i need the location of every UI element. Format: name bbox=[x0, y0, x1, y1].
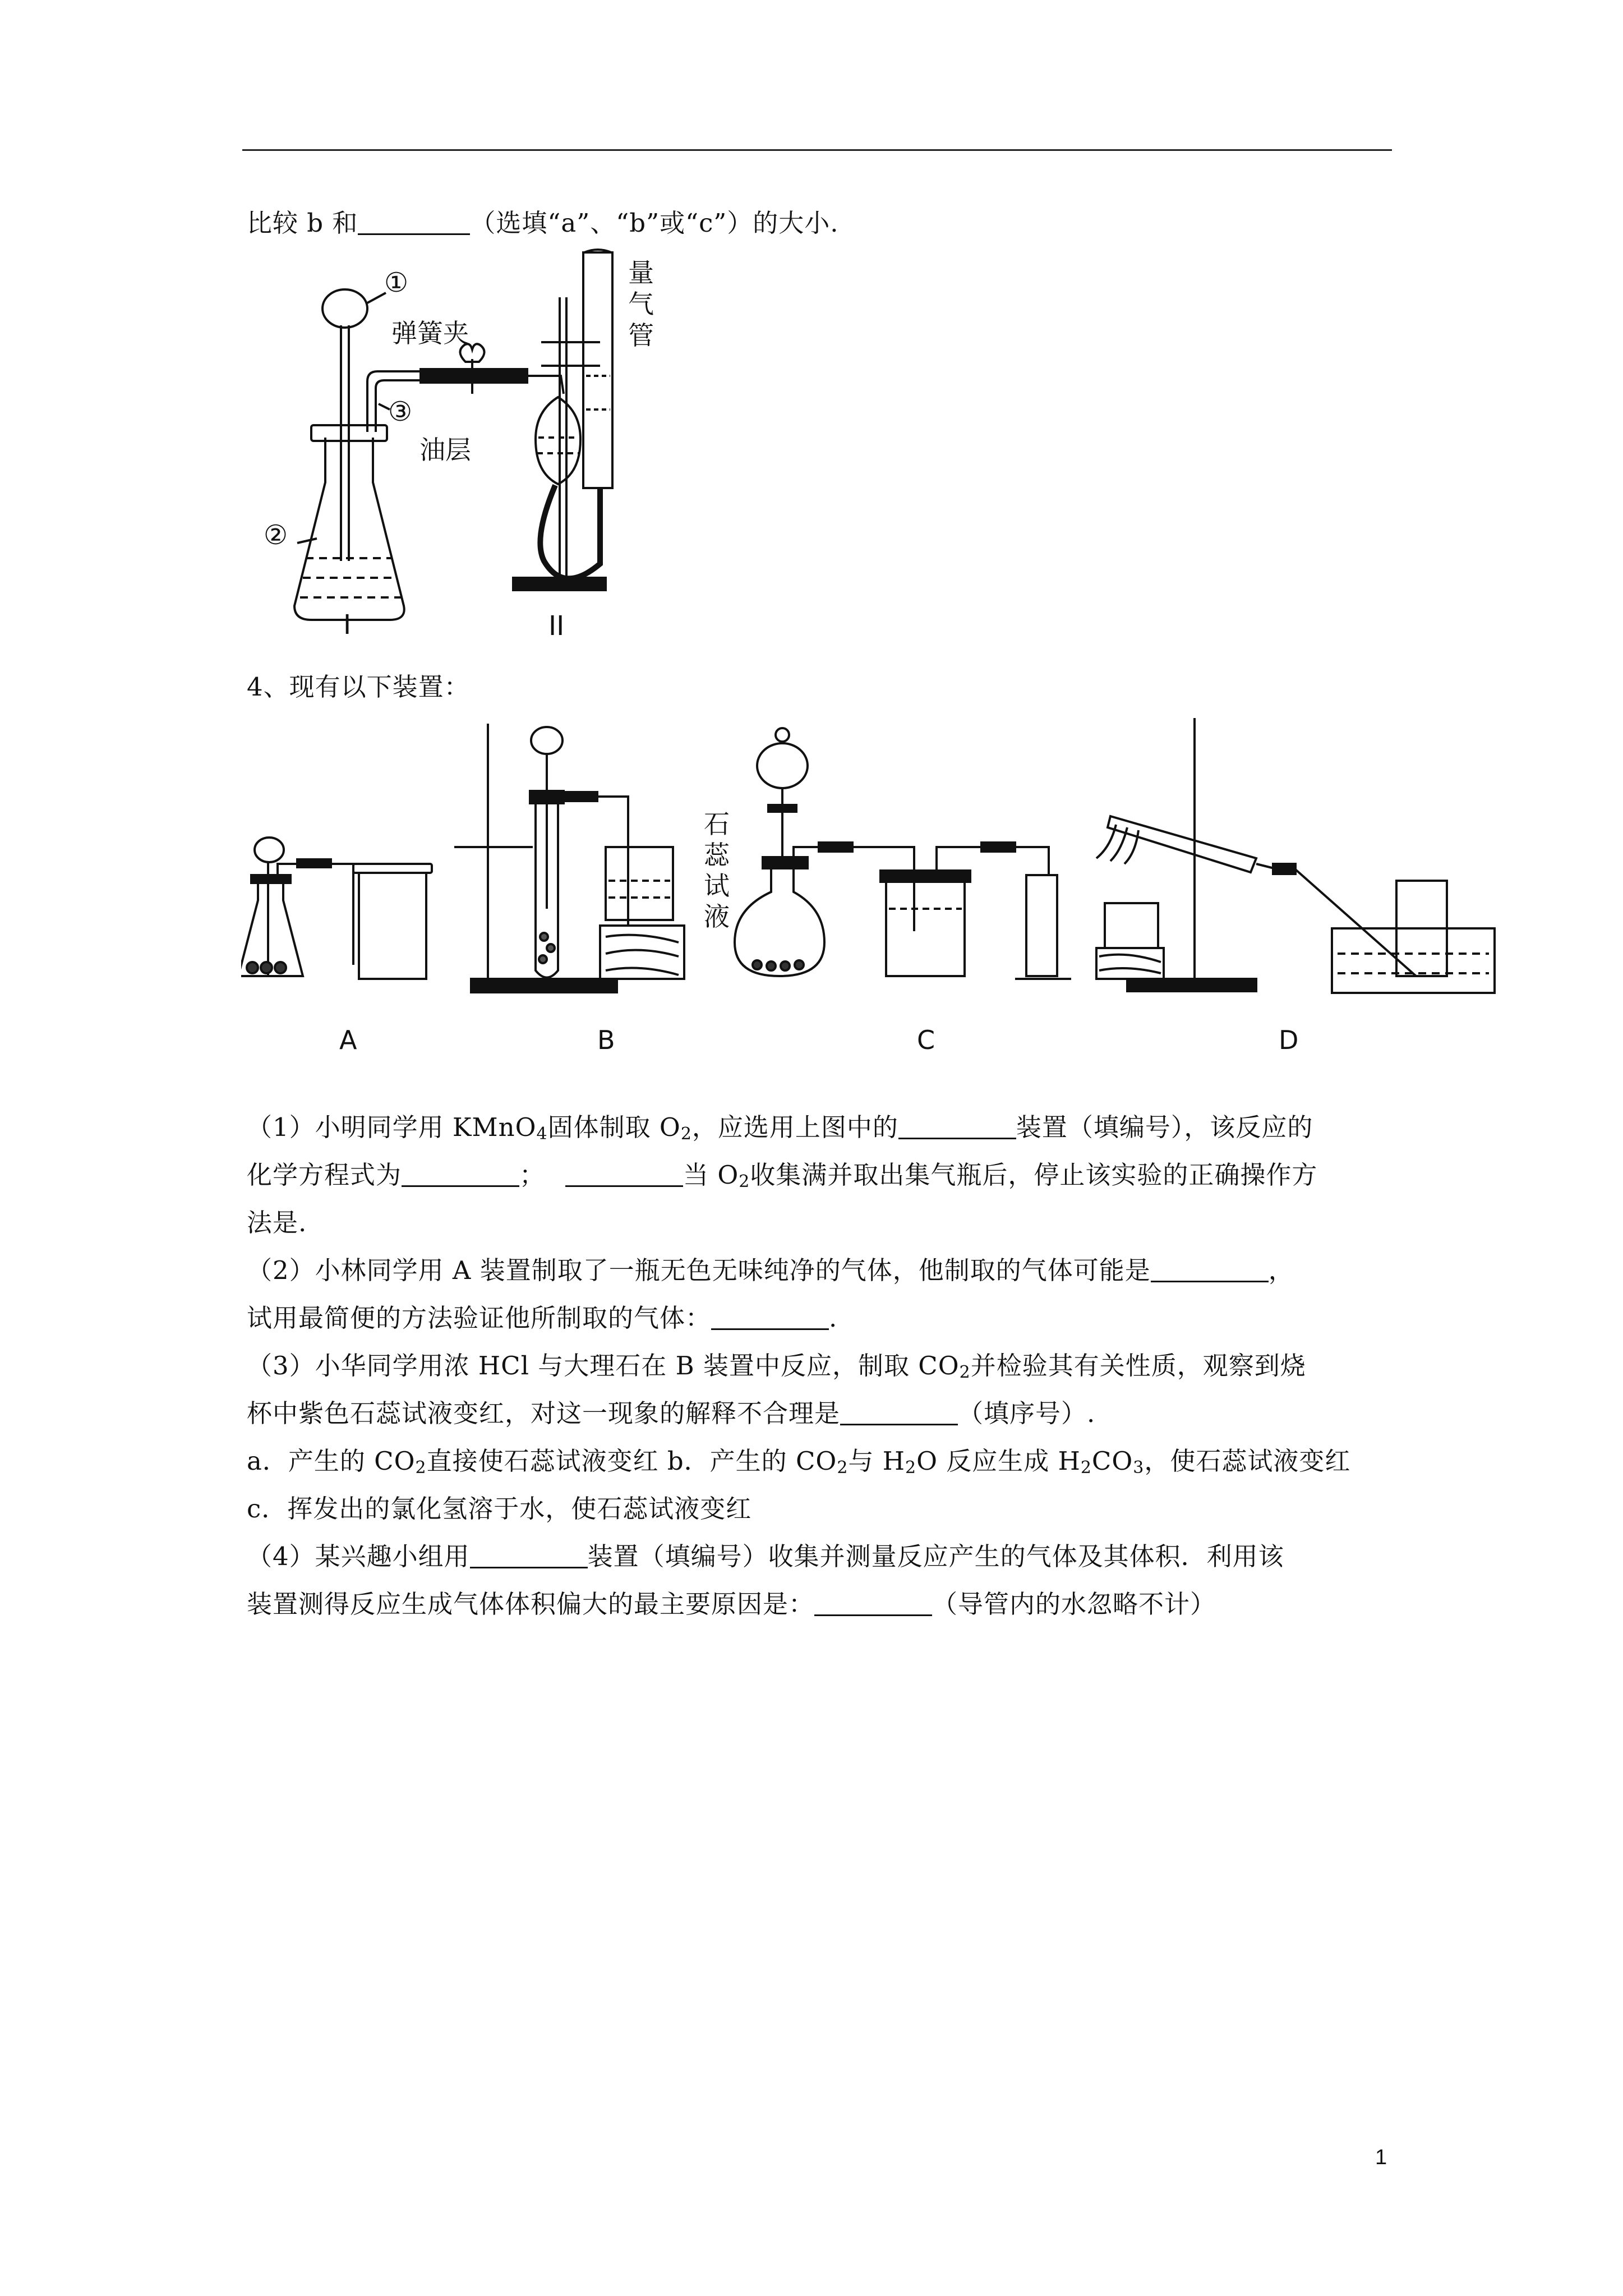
answer-blank[interactable] bbox=[840, 1398, 958, 1425]
text: （3）小华同学用浓 HCl 与大理石在 B 装置中反应，制取 CO bbox=[247, 1351, 960, 1381]
text: 装置测得反应生成气体体积偏大的最主要原因是： bbox=[247, 1589, 815, 1619]
gas-burette-label-2: 气 bbox=[628, 289, 654, 319]
text: （2）小林同学用 A 装置制取了一瓶无色无味纯净的气体，他制取的气体可能是 bbox=[247, 1255, 1151, 1285]
text: （导管内的水忽略不计） bbox=[932, 1589, 1216, 1619]
subscript: 2 bbox=[680, 1124, 692, 1144]
gas-burette-label-1: 量 bbox=[628, 257, 654, 288]
text: ，使石蕊试液变红 bbox=[1144, 1446, 1351, 1476]
answer-blank[interactable] bbox=[358, 208, 470, 235]
spring-clip-label: 弹簧夹 bbox=[391, 318, 469, 348]
q4-p1-line1 bbox=[247, 1111, 1313, 1144]
litmus-label-3: 试 bbox=[704, 871, 730, 901]
text: （填序号）. bbox=[958, 1398, 1096, 1428]
q4-p2-line2 bbox=[247, 1301, 837, 1335]
subscript: 2 bbox=[739, 1172, 750, 1191]
header-rule bbox=[242, 149, 1392, 151]
label-circle-3: ③ bbox=[388, 396, 413, 427]
text: a．产生的 CO bbox=[247, 1446, 416, 1476]
litmus-label-4: 液 bbox=[704, 901, 730, 932]
q3-tail-prefix: 比较 b 和 bbox=[247, 208, 358, 238]
text: ； bbox=[519, 1160, 546, 1190]
answer-blank[interactable] bbox=[565, 1159, 683, 1187]
thistle-funnel-bulb bbox=[322, 289, 367, 328]
q4-p3-line1 bbox=[247, 1349, 1306, 1383]
q4-p3-option-c: c．挥发出的氯化氢溶于水，使石蕊试液变红 bbox=[247, 1494, 752, 1524]
text: 装置（填编号），该反应的 bbox=[1016, 1112, 1313, 1142]
subscript: 2 bbox=[415, 1458, 427, 1478]
apparatus-label-d: D bbox=[1279, 1025, 1299, 1055]
gas-burette-label-3: 管 bbox=[628, 320, 654, 351]
q4-title: 4、现有以下装置： bbox=[247, 672, 470, 702]
text: 直接使石蕊试液变红 b．产生的 CO bbox=[426, 1446, 837, 1476]
text: 杯中紫色石蕊试液变红，对这一现象的解释不合理是 bbox=[247, 1398, 841, 1428]
water-trough-d bbox=[1332, 928, 1495, 993]
q4-p4-line2 bbox=[247, 1588, 1216, 1621]
subscript: 2 bbox=[1080, 1458, 1092, 1478]
oil-layer-label: 油层 bbox=[419, 435, 471, 465]
text: 固体制取 O bbox=[547, 1112, 681, 1142]
text: O 反应生成 H bbox=[916, 1446, 1081, 1476]
text: ，应选用上图中的 bbox=[691, 1112, 898, 1142]
text: . bbox=[829, 1303, 838, 1333]
gas-measure-apparatus-figure bbox=[241, 247, 679, 639]
apparatus-I-label: I bbox=[343, 609, 352, 639]
text: 收集满并取出集气瓶后，停止该实验的正确操作方 bbox=[750, 1160, 1318, 1190]
litmus-label-2: 蕊 bbox=[704, 840, 730, 870]
alcohol-lamp-d bbox=[1105, 903, 1158, 948]
label-circle-1: ① bbox=[384, 267, 409, 298]
answer-blank[interactable] bbox=[814, 1589, 932, 1616]
text: ， bbox=[1268, 1255, 1294, 1285]
q4-p1-line2 bbox=[247, 1158, 1317, 1192]
text: 化学方程式为 bbox=[247, 1160, 402, 1190]
label-circle-2: ② bbox=[264, 519, 288, 551]
levelling-bulb bbox=[536, 397, 580, 484]
subscript: 4 bbox=[536, 1124, 548, 1144]
litmus-label-1: 石 bbox=[704, 809, 730, 839]
text: （4）某兴趣小组用 bbox=[247, 1542, 470, 1571]
answer-blank[interactable] bbox=[1151, 1255, 1269, 1282]
subscript: 3 bbox=[1133, 1458, 1145, 1478]
apparatus-label-b: B bbox=[597, 1025, 615, 1055]
stand-base bbox=[513, 578, 606, 590]
gas-burette bbox=[583, 252, 612, 488]
text: 当 O bbox=[683, 1160, 739, 1190]
q4-p2-line1 bbox=[247, 1254, 1294, 1287]
q4-p3-line2 bbox=[247, 1397, 1095, 1430]
answer-blank[interactable] bbox=[898, 1112, 1016, 1139]
text: CO bbox=[1091, 1446, 1133, 1476]
q4-p4-line1 bbox=[247, 1540, 1284, 1573]
apparatus-II-label: II bbox=[548, 610, 565, 639]
text: 试用最简便的方法验证他所制取的气体： bbox=[247, 1303, 712, 1333]
apparatus-label-c: C bbox=[917, 1025, 935, 1055]
text: 并检验其有关性质，观察到烧 bbox=[970, 1351, 1306, 1381]
text: 与 H bbox=[848, 1446, 905, 1476]
answer-blank[interactable] bbox=[470, 1541, 588, 1568]
subscript: 2 bbox=[837, 1458, 849, 1478]
beaker-b bbox=[606, 847, 673, 920]
answer-blank[interactable] bbox=[711, 1303, 829, 1330]
apparatus-label-a: A bbox=[339, 1025, 357, 1055]
subscript: 2 bbox=[959, 1363, 971, 1382]
subscript: 2 bbox=[905, 1458, 917, 1478]
q3-tail-suffix: （选填“a”、“b”或“c”）的大小. bbox=[470, 208, 839, 238]
graduated-cylinder-c bbox=[1026, 875, 1057, 976]
q3-tail-line bbox=[247, 206, 839, 240]
answer-blank[interactable] bbox=[402, 1159, 519, 1187]
page-number: 1 bbox=[1375, 2146, 1387, 2169]
text: 装置（填编号）收集并测量反应产生的气体及其体积．利用该 bbox=[587, 1542, 1284, 1571]
text: （1）小明同学用 KMnO bbox=[247, 1112, 537, 1142]
q4-p3-options-ab bbox=[247, 1444, 1350, 1478]
apparatus-abcd-figure bbox=[241, 712, 1503, 1060]
q4-p1-line3: 法是. bbox=[247, 1208, 307, 1237]
